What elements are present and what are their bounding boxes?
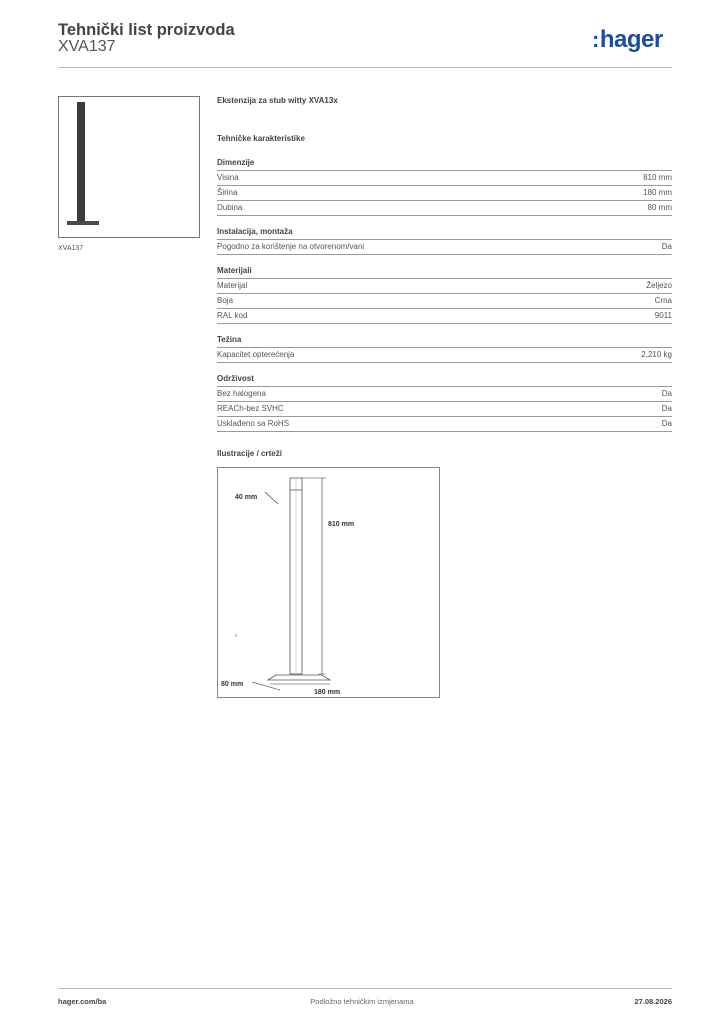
spec-value: Da [661, 419, 672, 428]
spec-value: Da [661, 242, 672, 251]
group-title: Materijali [217, 265, 672, 279]
spec-label: Materijal [217, 281, 248, 290]
spec-value: Da [661, 404, 672, 413]
spec-group-weight [217, 334, 672, 363]
spec-value: Da [661, 389, 672, 398]
spec-label: Pogodno za korištenje na otvorenom/vani [217, 242, 365, 251]
group-title: Dimenzije [217, 157, 672, 171]
pole-shape [77, 102, 85, 222]
spec-row [217, 402, 672, 417]
spec-row [217, 171, 672, 186]
hager-logo [592, 28, 663, 52]
product-thumbnail [58, 96, 200, 238]
spec-value: 180 mm [643, 188, 672, 197]
spec-row [217, 201, 672, 216]
spec-label: Visina [217, 173, 239, 182]
spec-section [217, 96, 672, 442]
base-plate-shape [67, 221, 99, 225]
depth-dimension-line [252, 682, 280, 690]
spec-row [217, 387, 672, 402]
logo-colon-mark: : [592, 27, 599, 52]
header-divider [58, 67, 672, 68]
spec-label: Širina [217, 188, 238, 197]
spec-label: Bez halogena [217, 389, 266, 398]
footer-date: 27.08.2026 [634, 997, 672, 1006]
spec-row [217, 348, 672, 363]
spec-row [217, 294, 672, 309]
illustrations-title: Ilustracije / crteži [217, 449, 282, 458]
spec-label: Dubina [217, 203, 243, 212]
spec-group-dimensions [217, 157, 672, 216]
technical-drawing [217, 467, 440, 698]
spec-row [217, 417, 672, 432]
group-title: Instalacija, montaža [217, 226, 672, 240]
spec-group-materials [217, 265, 672, 324]
spec-label: Kapacitet opterećenja [217, 350, 295, 359]
spec-value: Crna [654, 296, 672, 305]
product-code: XVA137 [58, 38, 116, 55]
spec-value: 2,210 kg [641, 350, 672, 359]
thumbnail-caption: XVA137 [58, 245, 84, 252]
footer-website-link[interactable]: hager.com/ba [58, 997, 107, 1006]
footer-divider [58, 988, 672, 989]
spec-label: RAL kod [217, 311, 248, 320]
tech-characteristics-title: Tehničke karakteristike [217, 134, 305, 143]
spec-row [217, 186, 672, 201]
spec-value: 9011 [654, 311, 672, 320]
spec-label: Boja [217, 296, 234, 305]
spec-group-installation [217, 226, 672, 255]
spec-value: 80 mm [647, 203, 672, 212]
spec-group-sustainability [217, 373, 672, 432]
top-width-leader [265, 492, 278, 504]
spec-row [217, 240, 672, 255]
spec-value: 810 mm [643, 173, 672, 182]
spec-row [217, 279, 672, 294]
page-title: Tehnički list proizvoda [58, 21, 235, 39]
extension-pole-image [59, 97, 199, 237]
spec-label: REACh-bez SVHC [217, 404, 284, 413]
dimension-label-depth: 80 mm [221, 681, 244, 688]
product-description: Ekstenzija za stub witty XVA13x [217, 96, 338, 105]
spec-value: Željezo [646, 281, 672, 290]
spec-row [217, 309, 672, 324]
dimension-label-height: 810 mm [328, 521, 355, 528]
footer-notice: Podložno tehničkim izmjenama [310, 997, 414, 1006]
base-plate-outline [268, 675, 330, 680]
group-title: Težina [217, 334, 672, 348]
dimension-drawing [218, 468, 439, 697]
logo-text: hager [599, 26, 663, 53]
spec-label: Usklađeno sa RoHS [217, 419, 290, 428]
dimension-label-top-width: 40 mm [235, 494, 258, 501]
dimension-label-base-width: 180 mm [314, 689, 341, 696]
group-title: Održivost [217, 373, 672, 387]
